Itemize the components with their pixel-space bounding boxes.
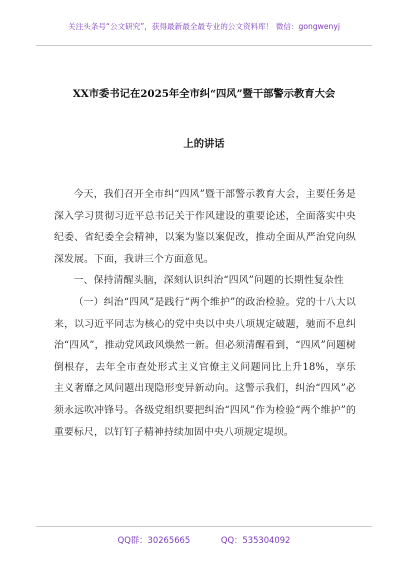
promo-banner: 关注头条号“公文研究”，获得最新最全最专业的公文资料库！ 微信：gongwenyj [68,22,340,31]
paragraph-subsection-1: （一）纠治“四风”是践行“两个维护”的政治检验。党的十八大以来，以习近平同志为核心的党中央以中央八项规定破题，驰而不息纠治“四风”，推动党风政风焕然一新。但必须清醒看到，“四风”问题树倒根存，去年全市查处形式主义官僚主义问题同比上升18%，享乐主义奢靡之风问题出现隐形变异新动向。这警示我们，纠治“四风”必须永远吹冲锋号。各级党组织要把纠治“四风”作为检验“两个维护”的重要标尺，以钉钉子精神持续加固中央八项规定堤坝。 [54,296,356,438]
document-title: XX市委书记在2025年全市纠“四风”暨干部警示教育大会 [72,88,336,100]
qq-group-text: QQ群：30265665 [117,535,191,545]
section-heading-1: 一、保持清醒头脑，深刻认识纠治“四风”问题的长期性复杂性 [73,275,344,287]
footer-divider [36,526,372,527]
qq-contact-text: QQ：535304092 [220,535,291,545]
document-title-line2: 上的讲话 [183,138,225,150]
paragraph-intro: 今天，我们召开全市纠“四风”暨干部警示教育大会，主要任务是深入学习贯彻习近平总书记关于作风建设的重要论述，全面落实中央纪委、省纪委全会精神，以案为鉴以案促改，推动全面从严治党向纵深发展。下面，我讲三个方面意见。 [54,189,356,265]
header-divider [36,45,372,46]
footer-contact [18,535,390,546]
document-body [54,184,356,443]
document-page [18,14,390,566]
